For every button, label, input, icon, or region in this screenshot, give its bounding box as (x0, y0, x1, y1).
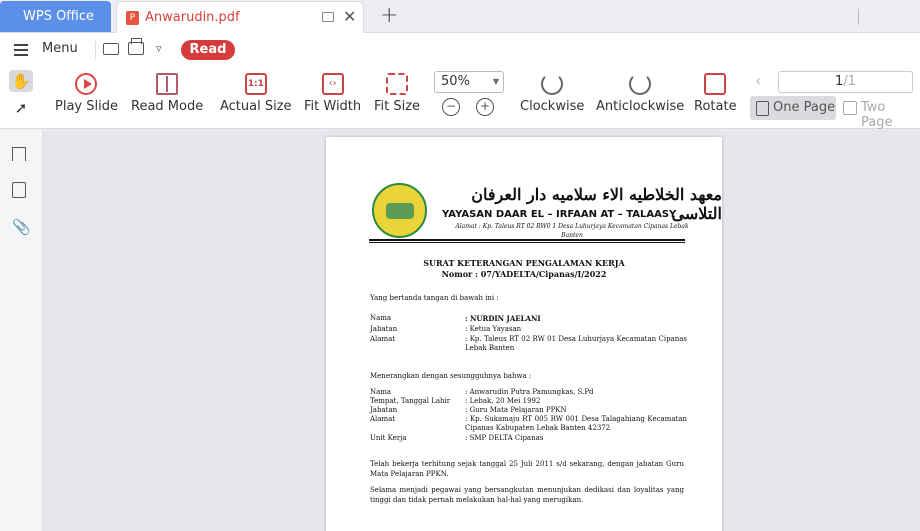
read-mode-label: Read Mode (131, 99, 204, 114)
bookmark-icon[interactable] (12, 147, 26, 161)
fit-size-button[interactable] (374, 73, 420, 114)
menu-bar (0, 33, 920, 65)
field-label: Nama (370, 388, 392, 396)
foundation-logo (372, 183, 427, 238)
clockwise-label: Clockwise (520, 99, 585, 114)
arabic-heading: معهد الخلاطيه الاء سلاميه دار العرفان التلاسى (471, 185, 722, 223)
field-label: Jabatan (370, 406, 398, 414)
fit-width-icon: ‹› (322, 73, 344, 95)
paragraph: Telah bekerja terhitung sejak tanggal 25 Juli 2011 s/d sekarang, dengan jabatan Guru Mata Pelajaran PPKN. (370, 460, 684, 478)
read-button[interactable]: Read (181, 40, 235, 60)
foundation-name: YAYASAN DAAR EL – IRFAAN AT – TALAASY (442, 209, 677, 220)
new-tab-button[interactable]: + (380, 3, 399, 28)
one-page-button[interactable]: One Page (750, 96, 836, 120)
side-panel (0, 130, 43, 531)
actual-size-label: Actual Size (220, 99, 292, 114)
page-number-input[interactable] (778, 71, 913, 93)
chevron-down-icon: ▼ (492, 77, 499, 86)
letter-number: Nomor : 07/YADELTA/Cipanas/I/2022 (441, 269, 607, 279)
read-mode-button[interactable] (131, 73, 203, 114)
field-label: Alamat (370, 415, 396, 423)
fit-width-button[interactable] (304, 73, 361, 114)
field-label: Jabatan (370, 325, 398, 333)
open-folder-icon[interactable] (103, 43, 119, 55)
field-label: Nama (370, 314, 392, 322)
play-icon (75, 73, 97, 95)
anticlockwise-button[interactable] (596, 73, 684, 114)
close-tab-icon[interactable]: ✕ (343, 7, 357, 26)
divider (858, 9, 859, 25)
fit-width-label: Fit Width (304, 99, 362, 114)
field-value: : Kp. Sukamaju RT 005 RW 001 Desa Talagahiang Kecamatan Cipanas Kabupaten Lebak Banten 42372 (465, 415, 687, 432)
hamburger-menu-icon[interactable] (14, 44, 28, 59)
field-value: : SMP DELTA Cipanas (465, 434, 544, 442)
play-slide-label: Play Slide (55, 99, 118, 114)
tab-document[interactable] (116, 1, 364, 33)
divider (95, 41, 96, 59)
declare-text: Menerangkan dengan sesungguhnya bahwa : (370, 372, 532, 380)
chevron-down-icon[interactable]: ▿ (156, 42, 162, 55)
toolbar (0, 65, 920, 129)
page-total: /1 (843, 74, 856, 89)
field-value: : Kp. Taleus RT 02 RW 01 Desa Luhurjaya Kecamatan Cipanas Lebak Banten (465, 335, 687, 352)
menu-button[interactable]: Menu (42, 41, 78, 56)
zoom-value: 50% (441, 74, 470, 89)
clockwise-button[interactable] (520, 73, 584, 114)
fit-size-label: Fit Size (374, 99, 421, 114)
anticlockwise-label: Anticlockwise (596, 99, 685, 114)
print-icon[interactable] (128, 42, 144, 55)
field-value: : Guru Mata Pelajaran PPKN (465, 406, 567, 414)
tab-document-label: Anwarudin.pdf (145, 10, 240, 25)
tab-bar (0, 0, 920, 33)
monitor-icon[interactable] (322, 12, 334, 22)
paragraph: Selama menjadi pegawai yang bersangkutan menunjukan dedikasi dan loyalitas yang tinggi dan tidak pernah melakukan hal-hal yang merugikan. (370, 486, 684, 504)
rotate-button[interactable] (694, 73, 737, 114)
foundation-address: Alamat : Kp. Taleus RT 02 RW0 1 Desa Luhurjaya Kecamatan Cipanas Lebak Banten (455, 223, 689, 239)
field-label: Tempat, Tanggal Lahir (370, 397, 451, 405)
book-icon (156, 73, 178, 95)
attachment-icon[interactable]: 📎 (12, 218, 31, 236)
rotate-clockwise-icon (541, 73, 563, 95)
play-slide-button[interactable] (55, 73, 118, 114)
field-value: : NURDIN JAELANI (465, 314, 541, 323)
document-viewer[interactable] (44, 130, 920, 531)
field-label: Alamat (370, 335, 396, 343)
field-value: : Ketua Yayasan (465, 325, 522, 333)
thumbnails-icon[interactable] (12, 182, 26, 198)
fit-size-icon (386, 73, 408, 95)
actual-size-icon: 1:1 (245, 73, 267, 95)
zoom-out-icon[interactable]: − (442, 98, 460, 116)
tab-wps-office[interactable]: WPS Office (0, 1, 111, 32)
intro-text: Yang bertanda tangan di bawah ini : (370, 294, 499, 302)
pdf-page (326, 137, 722, 531)
field-value: : Anwarudin Putra Pamungkas, S.Pd (465, 388, 594, 396)
rotate-icon (704, 73, 726, 95)
two-page-button[interactable]: Two Page (843, 100, 920, 130)
pdf-file-icon: P (126, 11, 139, 25)
rotate-label: Rotate (694, 99, 737, 114)
header-rule (369, 242, 685, 243)
actual-size-button[interactable] (220, 73, 292, 114)
page-current: 1 (835, 74, 844, 89)
zoom-in-icon[interactable]: + (476, 98, 494, 116)
previous-page-icon[interactable]: ‹ (755, 71, 762, 90)
rotate-anticlockwise-icon (629, 73, 651, 95)
field-label: Unit Kerja (370, 434, 407, 442)
hand-tool-icon[interactable]: ✋ (9, 70, 33, 92)
letter-title: SURAT KETERANGAN PENGALAMAN KERJA (423, 258, 625, 268)
field-value: : Lebak, 20 Mei 1992 (465, 397, 541, 405)
zoom-select[interactable] (434, 71, 504, 93)
header-rule (369, 239, 685, 241)
select-cursor-icon[interactable]: ➚ (14, 99, 28, 117)
